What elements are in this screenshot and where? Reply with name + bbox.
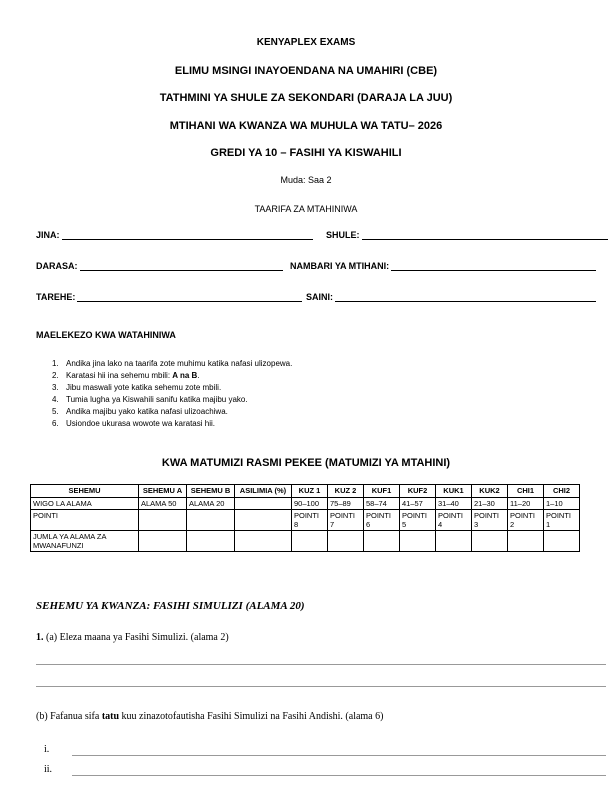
exam-name: MTIHANI WA KWANZA WA MUHULA WA TATU– 2026: [169, 120, 443, 132]
signature-field[interactable]: [306, 292, 596, 302]
answer-line-ii[interactable]: [72, 775, 606, 776]
table-cell[interactable]: [235, 498, 292, 510]
instruction-item: 6. Usiondoe ukurasa wowote wa karatasi hii.: [52, 419, 215, 428]
table-cell[interactable]: [235, 510, 292, 531]
table-cell: 11–20: [508, 498, 544, 510]
date-label: TAREHE:: [36, 292, 76, 302]
field-row-class-number: [36, 261, 606, 275]
table-cell[interactable]: [508, 531, 544, 552]
exam-subtitle: ELIMU MSINGI INAYOENDANA NA UMAHIRI (CBE): [174, 65, 438, 77]
table-cell[interactable]: [187, 510, 235, 531]
table-cell[interactable]: [187, 531, 235, 552]
table-cell: POINTI: [31, 510, 139, 531]
instruction-item: 4. Tumia lugha ya Kiswahili sanifu katika majibu yako.: [52, 395, 248, 404]
table-cell: POINTI 4: [436, 510, 472, 531]
header-cell: SEHEMU B: [187, 485, 235, 498]
roman-numeral-ii: ii.: [44, 764, 53, 775]
table-cell[interactable]: [292, 531, 328, 552]
header-cell: KUZ 1: [292, 485, 328, 498]
header-cell: ASILIMIA (%): [235, 485, 292, 498]
question-1a-text: (a) Eleza maana ya Fasihi Simulizi. (alama 2): [43, 632, 229, 643]
roman-numeral-i: i.: [44, 744, 50, 755]
table-cell[interactable]: [328, 531, 364, 552]
table-cell: ALAMA 20: [187, 498, 235, 510]
table-cell[interactable]: [436, 531, 472, 552]
exam-number-line: [391, 261, 596, 271]
field-row-date-signature: [36, 292, 606, 306]
instruction-item: 5. Andika majibu yako katika nafasi ulizoachiwa.: [52, 407, 228, 416]
question-1a: [36, 632, 229, 643]
signature-line: [335, 292, 596, 302]
table-cell[interactable]: [139, 510, 187, 531]
table-cell: POINTI 8: [292, 510, 328, 531]
table-cell[interactable]: [472, 531, 508, 552]
class-field[interactable]: [36, 261, 283, 271]
table-cell[interactable]: [139, 531, 187, 552]
instructions-list: [52, 358, 292, 430]
org-title: KENYAPLEX EXAMS: [256, 37, 356, 48]
answer-line[interactable]: [36, 664, 606, 665]
header-cell: SEHEMU A: [139, 485, 187, 498]
table-cell: 1–10: [544, 498, 580, 510]
candidate-info-heading: TAARIFA ZA MTAHINIWA: [254, 204, 358, 214]
table-cell: 58–74: [364, 498, 400, 510]
header-cell: KUF1: [364, 485, 400, 498]
table-row: [31, 498, 580, 510]
table-cell: POINTI 3: [472, 510, 508, 531]
header-cell: KUZ 2: [328, 485, 364, 498]
header-cell: KUF2: [400, 485, 436, 498]
table-row: [31, 531, 580, 552]
question-1b: (b) Fafanua sifa tatu kuu zinazotofautisha Fasihi Simulizi na Fasihi Andishi. (alama 6): [36, 711, 384, 722]
assessment-title: TATHMINI YA SHULE ZA SEKONDARI (DARAJA LA JUU): [159, 92, 453, 104]
instruction-item: 1. Andika jina lako na taarifa zote muhimu katika nafasi ulizopewa.: [52, 359, 293, 368]
duration: Muda: Saa 2: [280, 175, 332, 185]
table-cell[interactable]: [364, 531, 400, 552]
school-line: [362, 230, 608, 240]
class-line: [80, 261, 283, 271]
table-cell[interactable]: [235, 531, 292, 552]
table-cell: POINTI 6: [364, 510, 400, 531]
question-number: 1.: [36, 632, 44, 643]
table-cell: POINTI 2: [508, 510, 544, 531]
table-cell: WIGO LA ALAMA: [31, 498, 139, 510]
signature-label: SAINI:: [306, 292, 333, 302]
exam-number-label: NAMBARI YA MTIHANI:: [290, 261, 390, 271]
answer-line-i[interactable]: [72, 755, 606, 756]
date-line: [77, 292, 302, 302]
score-table: [30, 484, 580, 552]
class-label: DARASA:: [36, 261, 78, 271]
table-cell: 31–40: [436, 498, 472, 510]
score-table-title: KWA MATUMIZI RASMI PEKEE (MATUMIZI YA MTAHINI): [161, 457, 451, 469]
header-cell: KUK2: [472, 485, 508, 498]
table-cell: ALAMA 50: [139, 498, 187, 510]
table-cell: 75–89: [328, 498, 364, 510]
instructions-heading: MAELEKEZO KWA WATAHINIWA: [36, 330, 176, 340]
header-cell: SEHEMU: [31, 485, 139, 498]
field-row-name-school: [36, 230, 606, 244]
date-field[interactable]: [36, 292, 302, 302]
header-cell: KUK1: [436, 485, 472, 498]
name-line: [62, 230, 313, 240]
score-table-header-row: [31, 485, 580, 498]
header-cell: CHI2: [544, 485, 580, 498]
answer-line[interactable]: [36, 686, 606, 687]
school-label: SHULE:: [326, 230, 360, 240]
instruction-item: 2. Karatasi hii ina sehemu mbili: A na B .: [52, 371, 200, 380]
table-cell[interactable]: [544, 531, 580, 552]
school-field[interactable]: [326, 230, 608, 240]
table-cell: POINTI 7: [328, 510, 364, 531]
table-cell[interactable]: [400, 531, 436, 552]
grade-subject: GREDI YA 10 – FASIHI YA KISWAHILI: [210, 147, 402, 159]
table-row: [31, 510, 580, 531]
table-cell: 41–57: [400, 498, 436, 510]
header-cell: CHI1: [508, 485, 544, 498]
table-cell: 90–100: [292, 498, 328, 510]
name-label: JINA:: [36, 230, 60, 240]
table-cell: POINTI 5: [400, 510, 436, 531]
name-field[interactable]: [36, 230, 313, 240]
exam-number-field[interactable]: [290, 261, 596, 271]
table-cell: JUMLA YA ALAMA ZA MWANAFUNZI: [31, 531, 139, 552]
table-cell: 21–30: [472, 498, 508, 510]
instruction-item: 3. Jibu maswali yote katika sehemu zote mbili.: [52, 383, 222, 392]
table-cell: POINTI 1: [544, 510, 580, 531]
section-a-title: SEHEMU YA KWANZA: FASIHI SIMULIZI (ALAMA 20): [36, 600, 305, 612]
